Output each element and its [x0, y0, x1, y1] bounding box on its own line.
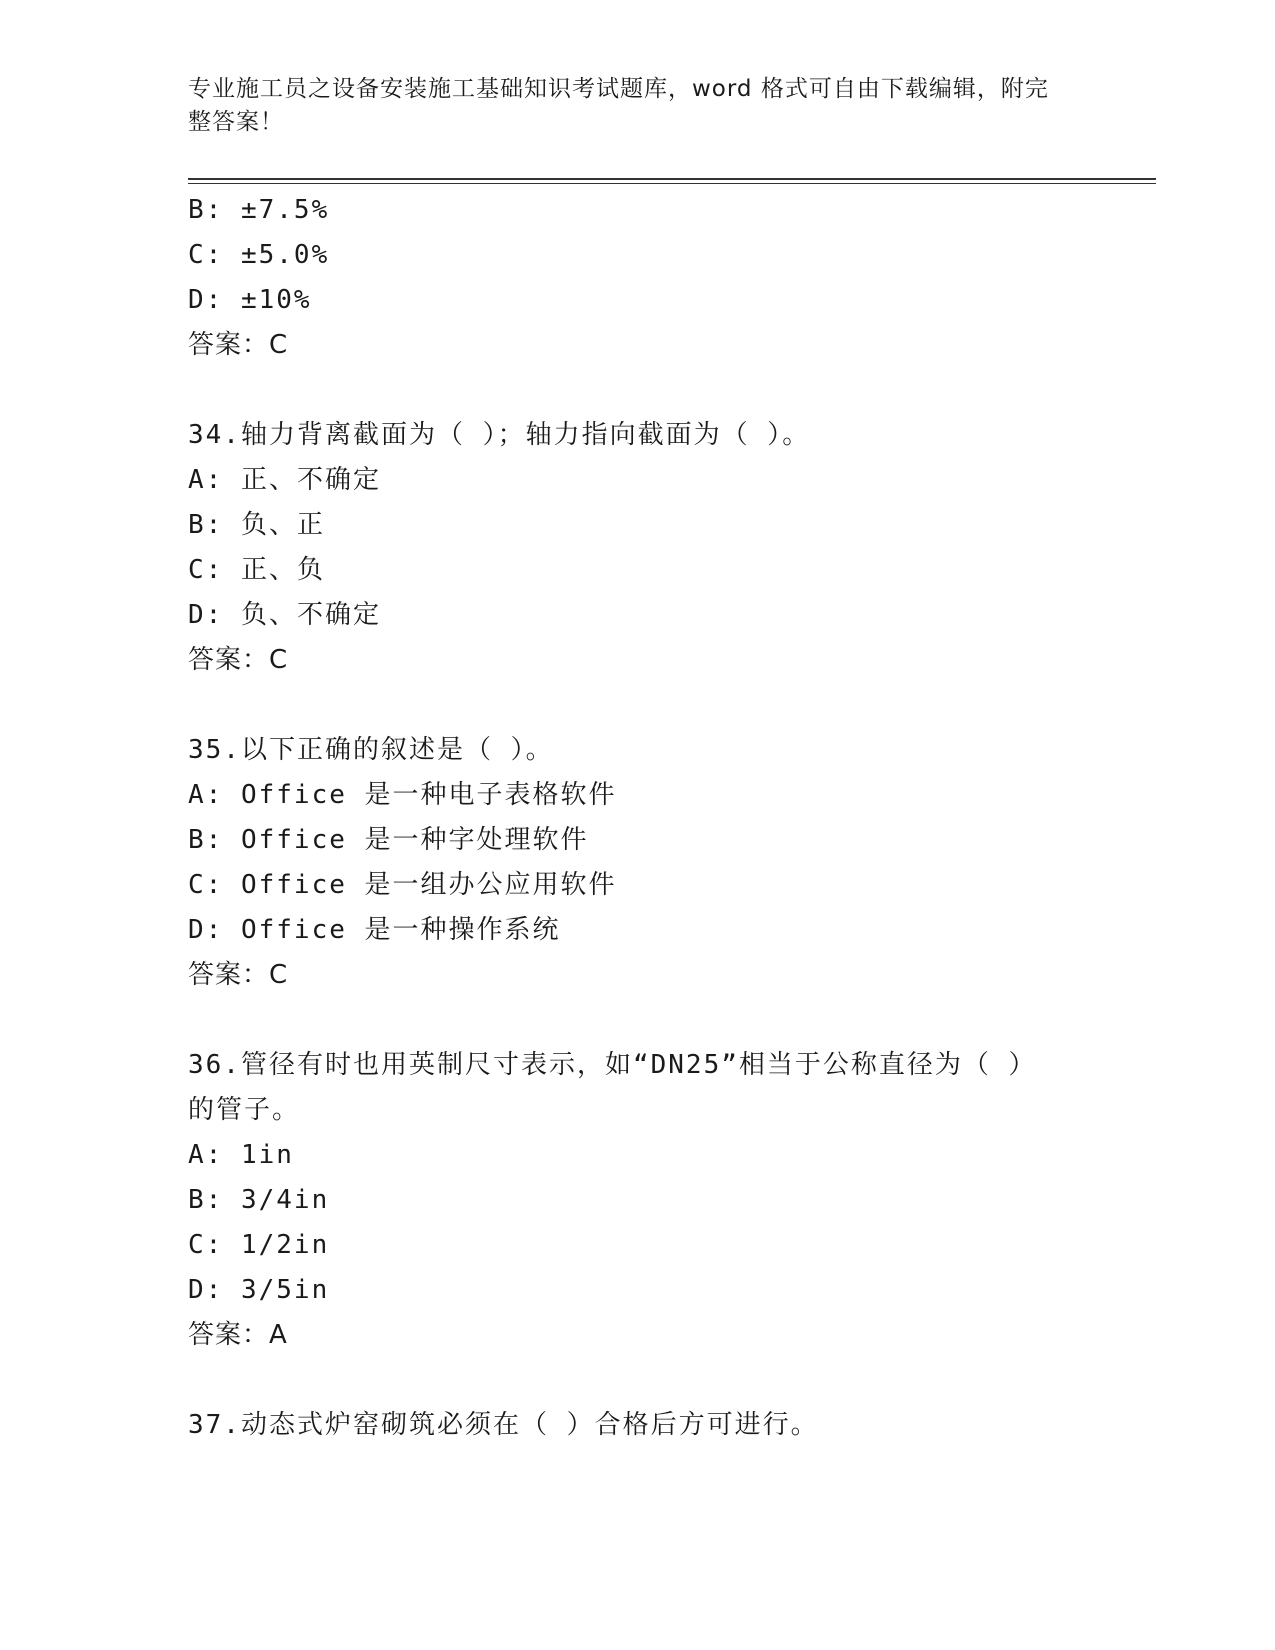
q34-answer: 答案：C — [188, 645, 289, 675]
q34-stem: 34.轴力背离截面为（ ）；轴力指向截面为（ ）。 — [188, 420, 811, 450]
q34-option-a: A: 正、不确定 — [188, 465, 381, 495]
q34-option-d: D: 负、不确定 — [188, 600, 381, 630]
q35-option-c: C: Office 是一组办公应用软件 — [188, 870, 617, 900]
q36-option-d: D: 3/5in — [188, 1275, 330, 1305]
q35-answer: 答案：C — [188, 960, 289, 990]
q37-stem: 37.动态式炉窑砌筑必须在（ ）合格后方可进行。 — [188, 1410, 819, 1440]
q36-answer: 答案：A — [188, 1320, 288, 1350]
header-title-line-1: 专业施工员之设备安装施工基础知识考试题库，word 格式可自由下载编辑，附完 — [188, 76, 1049, 102]
q35-stem: 35.以下正确的叙述是（ ）。 — [188, 735, 554, 765]
q36-option-c: C: 1/2in — [188, 1230, 330, 1260]
q34-option-c: C: 正、负 — [188, 555, 325, 585]
q33-option-d: D: ±10% — [188, 285, 312, 315]
document-header — [188, 73, 1068, 139]
q34-option-b: B: 负、正 — [188, 510, 325, 540]
q36-option-a: A: 1in — [188, 1140, 294, 1170]
q36-stem-line-1: 36.管径有时也用英制尺寸表示，如“DN25”相当于公称直径为（ ） — [188, 1050, 1037, 1080]
q36-stem-line-2: 的管子。 — [188, 1095, 301, 1125]
q36-option-b: B: 3/4in — [188, 1185, 330, 1215]
q33-option-c: C: ±5.0% — [188, 240, 330, 270]
q33-answer: 答案：C — [188, 330, 289, 360]
q35-option-d: D: Office 是一种操作系统 — [188, 915, 561, 945]
q35-option-b: B: Office 是一种字处理软件 — [188, 825, 589, 855]
q33-option-b: B: ±7.5% — [188, 195, 330, 225]
header-divider-thin — [188, 183, 1156, 184]
header-title-line-2: 整答案！ — [188, 109, 284, 135]
q35-option-a: A: Office 是一种电子表格软件 — [188, 780, 617, 810]
header-divider-thick — [188, 178, 1156, 180]
